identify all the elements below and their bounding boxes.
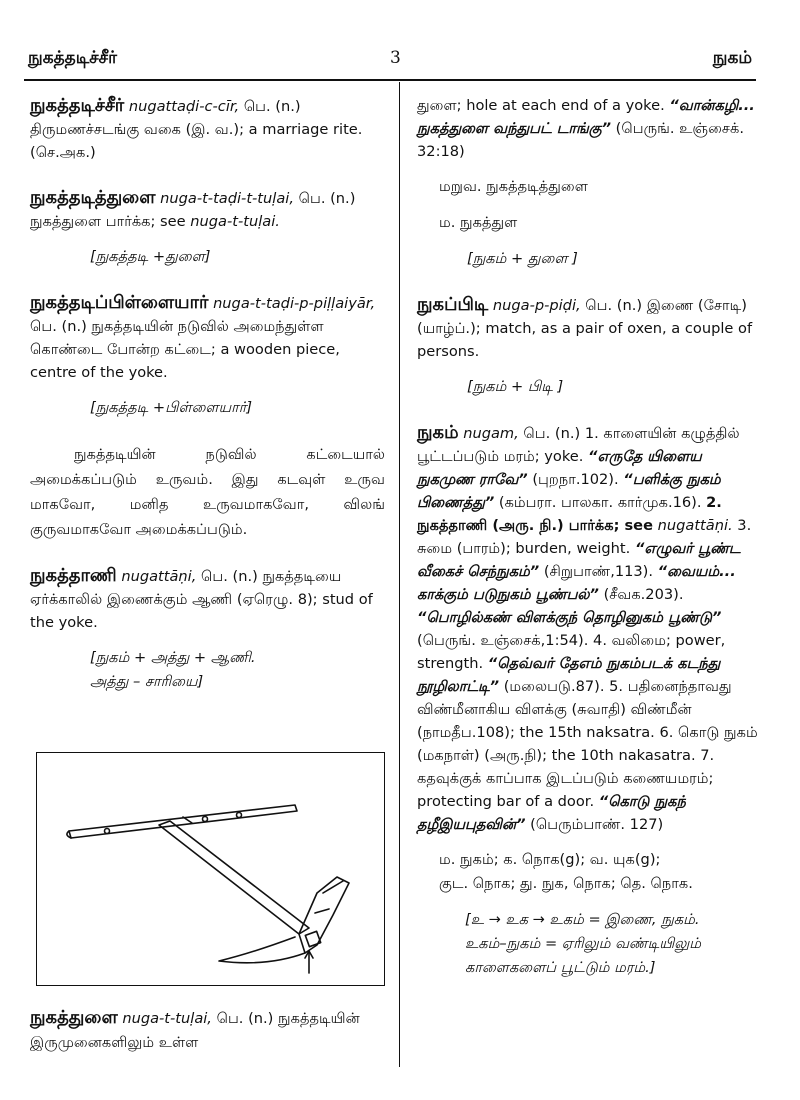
headword: நுகத்தடிப்பிள்ளையார் (30, 292, 209, 313)
entry-nugattadiccir (30, 94, 385, 164)
sense-5: 5. பதினைந்தாவது விண்மீனாகிய விளக்கு (சுவாதி) விண்மீன் (நாமதீப.108); the 15th naksatra. (417, 678, 732, 741)
etymology (90, 646, 385, 694)
headword: நுகப்பிடி (417, 294, 489, 315)
transliteration: nuga-t-tuḷai, (122, 1010, 212, 1027)
sense-3: 3. சுமை (பாரம்); burden, weight. (417, 517, 752, 557)
entry-nugattulai-continued (417, 94, 762, 271)
entry-nugattadippillaiyar (30, 291, 385, 542)
sense-6: 6. கொடு நுகம் (மகநாள்) (அரு.நி); the 10th nakasatra. (417, 724, 758, 764)
synonym: மறுவ. நுகத்தடித்துளை (439, 178, 588, 195)
column-divider (399, 82, 400, 1067)
headword: நுகம் (417, 422, 459, 443)
quotation: “எருதே யிளைய நுகமுண ராவே” (417, 448, 702, 488)
sense-7: 7. கதவுக்குக் காப்பாக இடப்படும் கணையமரம்; protecting bar of a door. (417, 747, 715, 810)
citation: (சிறுபாண்,113). (543, 563, 654, 580)
sense-4: 4. வலிமை; power, strength. (417, 632, 726, 672)
citation: (சீவக.203). (603, 586, 684, 603)
transliteration: nugattaḍi-c-cīr, (128, 98, 240, 115)
yoke-peg (203, 817, 208, 822)
definition: துளை; hole at each end of a yoke. (417, 97, 665, 114)
quotation: “பளிக்கு நுகம் பிணைத்து” (417, 471, 721, 511)
quotation: “பொழில்கண் விளக்குந் தொழினுகம் பூண்டு” (417, 609, 722, 626)
wedge-block (305, 931, 320, 946)
entry-nugattulai (30, 1006, 390, 1055)
entry-nugattani (30, 564, 385, 694)
cross-reference: nuga-t-tuḷai. (190, 213, 280, 230)
etymology-line: உகம்–நுகம் = ஏரிலும் வண்டியிலும் (465, 935, 702, 952)
definition: நுகத்தடியின் இருமுனைகளிலும் உள்ள (30, 1010, 360, 1051)
quotation: “தெவ்வர் தேஎம் நுகம்படக் கடந்து நூழிலாட்டி” (417, 655, 721, 695)
citation: (பெருங். உஞ்சைக். 32:18) (417, 120, 744, 160)
etymology: [நுகம் + துளை ] (467, 250, 578, 267)
quotation: “எழுவர் பூண்ட வீகைச் செந்நுகம்” (417, 540, 741, 580)
part-of-speech: பெ. (n.) (216, 1010, 274, 1027)
header-rule (24, 79, 756, 81)
yoke-peg (237, 813, 242, 818)
citation: (கம்பரா. பாலகா. கார்முக.16). (498, 494, 702, 511)
cognate: ம. நுகத்துள (439, 214, 518, 231)
entry-nugam (417, 421, 762, 980)
yoke-peg (105, 829, 110, 834)
cross-reference: nugattāṇi. (657, 517, 733, 534)
citation: (மலைபடு.87). (503, 678, 605, 695)
plough-body (299, 877, 349, 953)
etymology: [நுகத்தடி +பிள்ளையார்] (90, 399, 253, 416)
entry-nugappidi (417, 293, 762, 399)
headword: நுகத்தாணி (30, 565, 117, 586)
headword: நுகத்துளை (30, 1007, 118, 1028)
transliteration: nugattāṇi, (121, 568, 197, 585)
cognates (439, 848, 762, 896)
yoke-crossbar (69, 805, 297, 838)
left-column (30, 94, 385, 716)
running-head-first: நுகத்தடிச்சீர் (28, 48, 117, 68)
definition: பெ. (n.) நுகத்தடியை ஏர்க்காலில் இணைக்கும் ஆணி (ஏரெழு. 8); stud of the yoke. (30, 568, 373, 631)
definition: நுகத்துளை பார்க்க; see (30, 213, 186, 230)
yoke-drawing (37, 753, 384, 985)
running-head-last: நுகம் (712, 48, 752, 68)
transliteration: nuga-p-piḍi, (492, 297, 581, 314)
part-of-speech: பெ. (n.) (243, 98, 301, 115)
citation: (புறநா.102). (532, 471, 619, 488)
yoke-illustration (36, 752, 385, 986)
explanatory-note: நுகத்தடியின் நடுவில் கட்டையால் அமைக்கப்படும் உருவம். இது கடவுள் உருவ மாகவோ, மனித உருவமாகவோ, விலங் குருவமாகவோ அமைக்கப்படும். (30, 446, 385, 538)
cognate-line: ம. நுகம்; க. நொக(g); வ. யுக(g); (439, 851, 661, 868)
citation: (பெரும்பாண். 127) (530, 816, 664, 833)
sense-1: பெ. (n.) 1. காளையின் கழுத்தில் பூட்டப்படும் மரம்; yoke. (417, 425, 740, 465)
quotation: “வான்கழி... நுகத்துளை வந்துபட் டாங்கு” (417, 97, 755, 137)
citation: (பெருங். உஞ்சைக்,1:54). (417, 632, 589, 649)
etymology (465, 908, 762, 980)
etymology-line: [உ → உக → உகம் = இணை, நுகம். (465, 911, 700, 928)
plough-handle (219, 937, 305, 963)
etymology: [நுகத்தடி +துளை] (90, 248, 211, 265)
definition: பெ. (n.) இணை (சோடி) (யாழ்ப்.); match, as a pair of oxen, a couple of persons. (417, 297, 753, 360)
transliteration: nuga-t-taḍi-p-piḷḷaiyār, (213, 295, 376, 312)
part-of-speech: பெ. (n.) (298, 190, 356, 207)
etymology-line: அத்து – சாரியை] (90, 673, 204, 690)
etymology-line: காளைகளைப் பூட்டும் மரம்.] (465, 959, 656, 976)
etymology-line: [நுகம் + அத்து + ஆணி. (90, 649, 256, 666)
definition: பெ. (n.) நுகத்தடியின் நடுவில் அமைந்துள்ள கொண்டை போன்ற கட்டை; a wooden piece, centre of the yoke. (30, 318, 340, 381)
transliteration: nugam, (463, 425, 519, 442)
headword: நுகத்தடித்துளை (30, 187, 156, 208)
cognate-line: குட. நொக; து. நுக, நொக; தெ. நொக. (439, 875, 693, 892)
sense-2: 2. நுகத்தாணி (அரு. நி.) பார்க்க; see (417, 494, 722, 534)
right-column (417, 94, 762, 1002)
page-number: 3 (390, 48, 401, 68)
etymology: [நுகம் + பிடி ] (467, 378, 564, 395)
transliteration: nuga-t-taḍi-t-tuḷai, (160, 190, 294, 207)
plough-beam (159, 821, 309, 934)
headword: நுகத்தடிச்சீர் (30, 95, 125, 116)
entry-nugattadittulai (30, 186, 385, 269)
definition: திருமணச்சடங்கு வகை (இ. வ.); a marriage rite. (செ.அக.) (30, 121, 363, 161)
quotation: “கொடு நுகந் தழீஇயபுதவின்” (417, 793, 686, 833)
quotation: “வையம்... காக்கும் படுநுகம் பூண்பல்” (417, 563, 736, 603)
